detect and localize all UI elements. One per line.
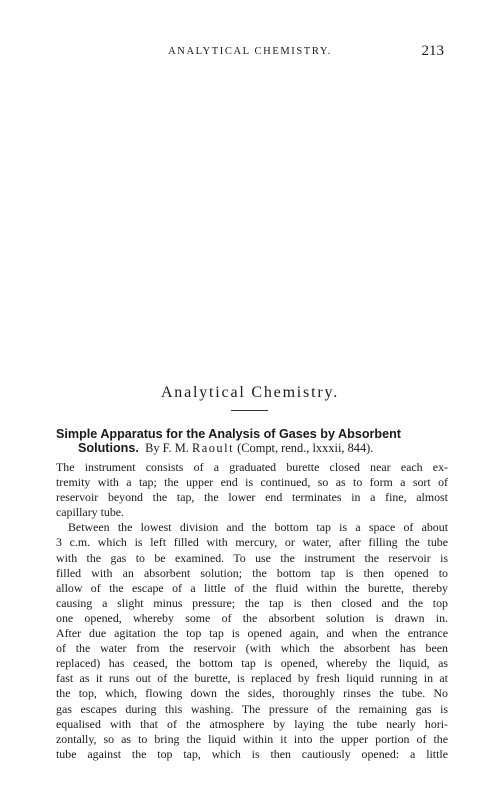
text-line: causing a slight minus pressure; the tap is then closed and the top bbox=[56, 595, 448, 610]
text-line: equalised with that of the atmosphere by laying the tube nearly hori- bbox=[56, 716, 448, 731]
text-line: one opened, whereby some of the absorbent solution is drawn in. bbox=[56, 610, 448, 625]
article-title bbox=[56, 427, 446, 455]
text-line: tremity with a tap; the upper end is continued, so as to form a sort of bbox=[56, 475, 448, 490]
text-line: The instrument consists of a graduated burette closed near each ex- bbox=[56, 460, 448, 474]
text-line: Between the lowest division and the bottom tap is a space of about bbox=[68, 520, 448, 535]
article-title-line-1: Simple Apparatus for the Analysis of Gases by Absorbent bbox=[56, 427, 402, 441]
text-line: After due agitation the top tap is opened again, and when the entrance bbox=[56, 626, 448, 641]
text-line: with the gas to be examined. To use the instrument the reservoir is bbox=[56, 550, 448, 565]
byline-prefix: By F. M. bbox=[145, 441, 189, 455]
text-line: of the water from the reservoir (with which the absorbent has been bbox=[56, 641, 448, 656]
article-body bbox=[56, 460, 448, 762]
text-line: replaced) has ceased, the bottom tap is opened, whereby the liquid, as bbox=[56, 656, 448, 671]
text-line: reservoir beyond the tap, the lower end terminates in a fine, almost bbox=[56, 490, 448, 505]
byline bbox=[139, 441, 374, 455]
citation: (Compt, rend., lxxxii, 844). bbox=[237, 441, 374, 455]
section-divider bbox=[231, 410, 268, 411]
text-line: filled with an absorbent solution; the bottom tap is then opened to bbox=[56, 565, 448, 580]
author-surname: Raoult bbox=[191, 441, 235, 455]
article-title-line-2 bbox=[56, 441, 446, 455]
article-title-line-2-text: Solutions. bbox=[78, 441, 139, 455]
section-heading: Analytical Chemistry. bbox=[160, 384, 340, 401]
paragraph-1 bbox=[56, 460, 448, 520]
text-line: fast as it runs out of the burette, is replaced by fresh liquid running in at bbox=[56, 671, 448, 686]
text-line: zontally, so as to bring the liquid within it into the upper portion of the bbox=[56, 731, 448, 746]
running-head bbox=[0, 44, 500, 64]
text-line: 3 c.m. which is left filled with mercury, or water, after filling the tube bbox=[56, 535, 448, 550]
paragraph-2 bbox=[56, 520, 448, 762]
text-line: tube against the top tap, which is then cautiously opened: a little bbox=[56, 746, 448, 761]
text-line: allow of the escape of a little of the fluid within the burette, thereby bbox=[56, 580, 448, 595]
text-line: gas escapes during this washing. The pressure of the remaining gas is bbox=[56, 701, 448, 716]
text-line: capillary tube. bbox=[56, 505, 125, 520]
page-number: 213 bbox=[421, 43, 444, 59]
text-line: the top, which, flowing down the sides, thoroughly rinses the tube. No bbox=[56, 686, 448, 701]
running-title: ANALYTICAL CHEMISTRY. bbox=[168, 46, 332, 57]
